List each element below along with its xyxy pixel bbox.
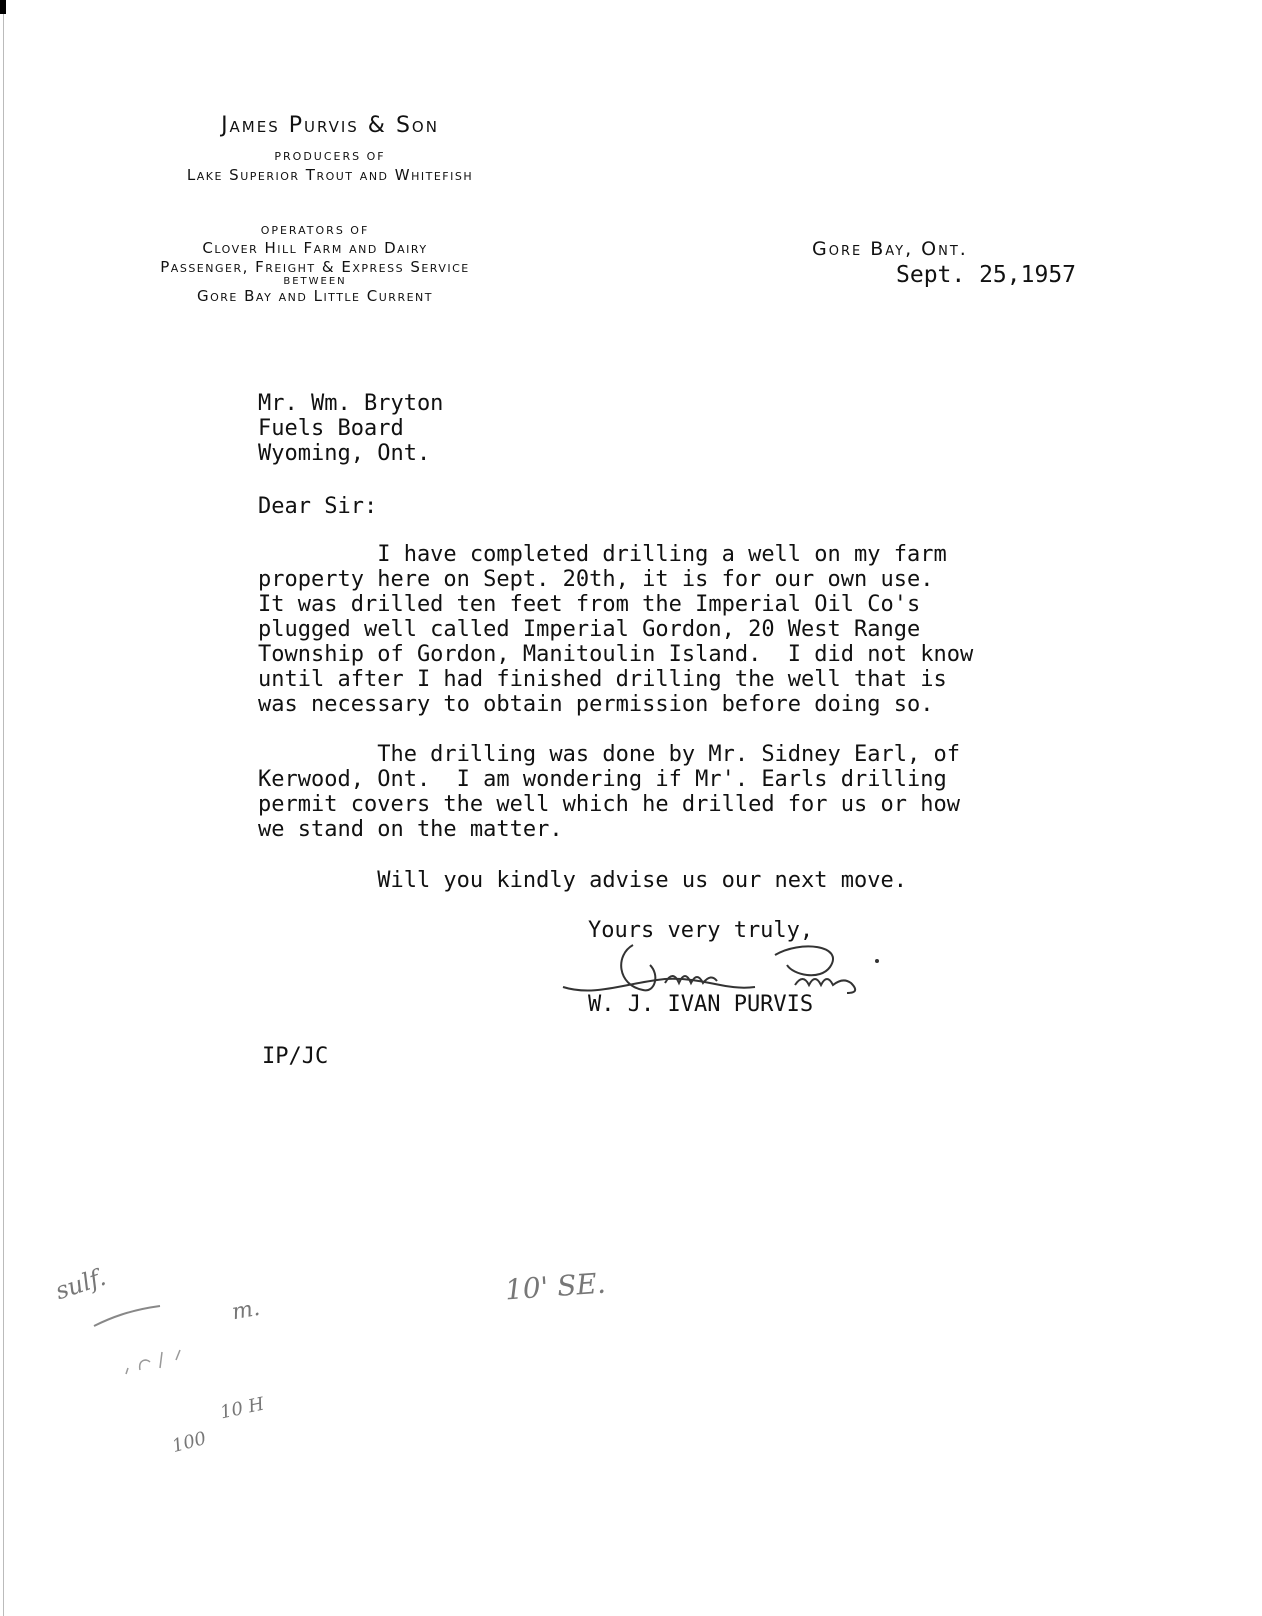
paragraph-1-line: plugged well called Imperial Gordon, 20 West Range (258, 617, 921, 642)
paragraph-3-line: Will you kindly advise us our next move. (258, 868, 908, 893)
paragraph-1-line: was necessary to obtain permission before doing so. (258, 692, 934, 717)
recipient-line-3: Wyoming, Ont. (258, 441, 431, 466)
operators-label: OPERATORS OF (260, 224, 370, 237)
operators-line-2: Passenger, Freight & Express Service (160, 258, 470, 276)
closing: Yours very truly, (588, 918, 814, 943)
company-name: James Purvis & Son (221, 113, 439, 138)
paragraph-2-line: permit covers the well which he drilled for us or how (258, 792, 960, 817)
handwritten-note: 10 H (218, 1393, 267, 1424)
producers-line: Lake Superior Trout and Whitefish (186, 166, 474, 184)
paragraph-1-line: Township of Gordon, Manitoulin Island. I did not know (258, 642, 974, 667)
handwritten-note: 100 (169, 1427, 209, 1458)
handwritten-stroke (120, 1340, 200, 1380)
salutation: Dear Sir: (258, 494, 378, 519)
letter-date: Sept. 25,1957 (896, 262, 1077, 288)
between-label: BETWEEN (283, 276, 347, 287)
letterhead-place: Gore Bay, Ont. (812, 238, 968, 260)
paragraph-1-line: It was drilled ten feet from the Imperial Oil Co's (258, 592, 921, 617)
signature-name: W. J. IVAN PURVIS (588, 992, 814, 1017)
paragraph-2-line: Kerwood, Ont. I am wondering if Mr'. Earls drilling (258, 767, 947, 792)
paragraph-1-line: property here on Sept. 20th, it is for our own use. (258, 567, 934, 592)
producers-label: PRODUCERS OF (274, 150, 386, 163)
operators-line-1: Clover Hill Farm and Dairy (202, 239, 428, 257)
paragraph-2-line: The drilling was done by Mr. Sidney Earl, of (258, 742, 960, 767)
handwritten-note: sulf. (51, 1262, 110, 1306)
scan-edge-mark (0, 0, 6, 1616)
operators-line-3: Gore Bay and Little Current (197, 287, 433, 305)
handwritten-note: 10' SE. (503, 1266, 607, 1307)
paragraph-1-line: I have completed drilling a well on my farm (258, 542, 947, 567)
recipient-line-1: Mr. Wm. Bryton (258, 391, 444, 416)
recipient-line-2: Fuels Board (258, 416, 404, 441)
paragraph-1-line: until after I had finished drilling the well that is (258, 667, 947, 692)
handwritten-stroke (90, 1300, 170, 1330)
typist-initials: IP/JC (262, 1044, 329, 1069)
paragraph-2-line: we stand on the matter. (258, 817, 563, 842)
handwritten-note: m. (230, 1295, 262, 1326)
